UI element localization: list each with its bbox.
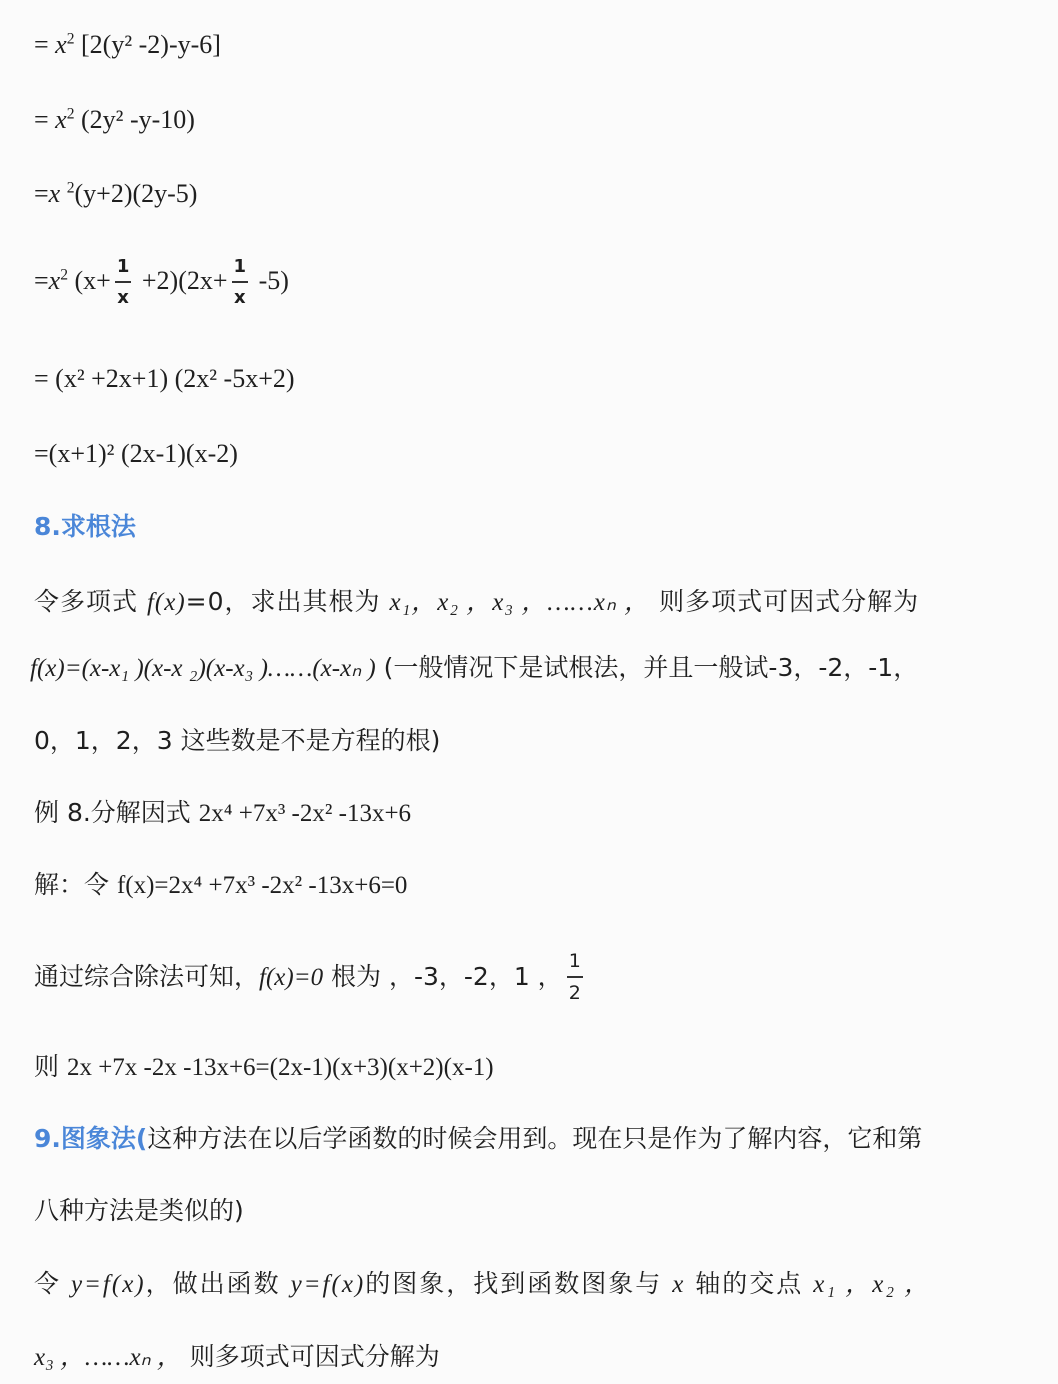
section-8-para-3: 0，1，2，3 这些数是不是方程的根) [34,726,441,755]
solution [34,872,407,898]
derivation-line-3 [34,181,197,207]
expr: +2)(2x+ [135,265,228,295]
text: ，做出函数 [145,1269,291,1298]
numerator: 1 [232,258,249,283]
text: =0，求出其根为 [185,587,390,616]
expr: (2y² -y-10) [74,105,195,134]
roots: x₁ ，x₂ ， [813,1271,932,1298]
label: 解：令 [34,870,117,899]
denominator: x [117,286,129,308]
var: x [48,179,67,208]
derivation-line-4 [34,258,289,308]
fx: f(x) [146,589,186,616]
text: 根为 ，-3，-2，1 ， [323,961,563,991]
equation: f(x)=2x⁴ +7x³ -2x² -13x+6=0 [116,872,408,899]
text: 的图象，找到函数图象与 [365,1269,673,1298]
var: x [55,30,67,59]
equals: = [34,265,49,295]
section-9-line-2: 八种方法是类似的) [34,1196,244,1225]
expr: (y+2)(2y-5) [74,179,198,208]
var: x [48,265,61,295]
text: 令多项式 [34,587,147,616]
denominator: x [233,286,246,308]
text: 令 [34,1269,71,1298]
exponent: 2 [60,266,69,284]
fraction [115,258,132,308]
section-9-heading-line [34,1126,922,1151]
roots: x₁，x₂ ，x₃ ，……xₙ ， [389,589,651,616]
numerator: 1 [115,258,132,283]
text: 这种方法在以后学函数的时候会用到。现在只是作为了解内容，它和第 [147,1124,923,1153]
section-9-heading: 9.图象法( [34,1124,148,1153]
exponent: 2 [66,105,75,123]
label: 例 8.分解因式 [34,798,199,827]
x-var: x [672,1271,686,1298]
derivation-line-2 [34,107,195,133]
equals: = [34,30,56,59]
polynomial: 2x⁴ +7x³ -2x² -13x+6 [198,800,412,827]
equals: = [34,105,56,134]
text: 则多项式可因式分解为 [189,1342,440,1371]
label: 则 [34,1052,67,1081]
synthetic-division-line [34,952,587,1004]
result-line [34,1054,494,1080]
section-9-last-line [34,1344,440,1370]
section-8-para-2 [30,655,918,681]
fraction [232,258,249,308]
denominator: 2 [568,981,581,1004]
text: 通过综合除法可知， [34,961,260,991]
roots: x₃ ，……xₙ ， [34,1344,182,1371]
text: 则多项式可因式分解为 [659,587,920,616]
text: (一般情况下是试根法，并且一般试-3，-2，-1， [375,653,919,682]
var: x [55,105,67,134]
numerator: 1 [567,952,583,978]
section-8-para-1 [34,589,919,615]
example-8 [34,800,411,826]
equation: 2x +7x -2x -13x+6=(2x-1)(x+3)(x+2)(x-1) [66,1054,494,1081]
fx: f(x)=0 [259,963,324,991]
derivation-line-1 [34,32,221,58]
fraction-half [567,952,583,1004]
yfx: y=f(x) [70,1271,146,1298]
derivation-line-5: = (x² +2x+1) (2x² -5x+2) [34,364,295,393]
yfx: y=f(x) [290,1271,366,1298]
text: 轴的交点 [685,1269,814,1298]
exponent: 2 [66,179,75,197]
exponent: 2 [66,30,75,48]
expr: [2(y² -2)-y-6] [74,30,221,59]
expr: (x+ [68,265,111,295]
section-8-heading: 8.求根法 [34,512,136,541]
equals: = [34,179,49,208]
derivation-line-6: =(x+1)² (2x-1)(x-2) [34,439,238,468]
expr: -5) [252,265,289,295]
formula: f(x)=(x-x₁ )(x-x ₂)(x-x₃ )……(x-xₙ ) [30,655,376,682]
section-9-para [34,1271,931,1297]
